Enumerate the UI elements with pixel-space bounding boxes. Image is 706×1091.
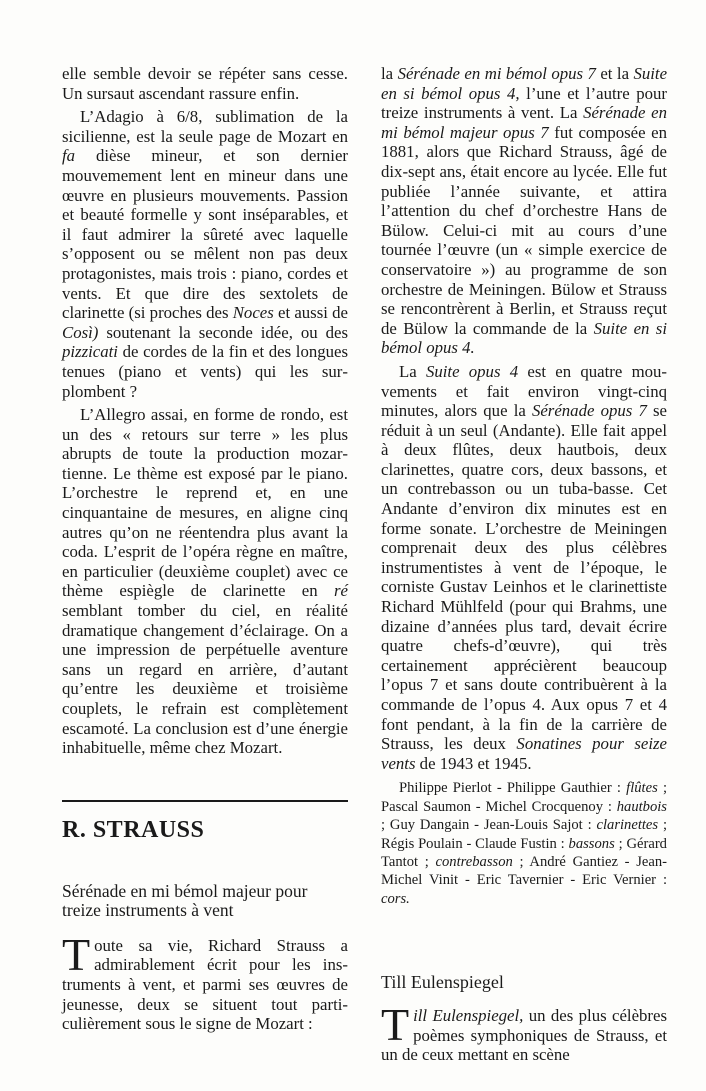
text: semblant tomber du ciel, en réalité dramatique changement d’éclairage. On a une impression de perpétuelle aventure sans un regard en arrière, d’autant qu’entre les deuxième et troisième couplets, le refrain est complètement escamoté. La conclusion est d’une énergie inhabituelle, même chez Mozart. xyxy=(62,601,348,758)
text: l’une et l’autre pour treize instruments à vent. La xyxy=(381,83,667,123)
italic-text: clarinettes xyxy=(596,817,659,834)
text: fut composée en 1881, alors que Richard Strauss, âgé de dix-sept ans, était encore au lycée. Elle fut publiée l’année suivante, et attira l’attention du chef d’orchestre Hans de Bülow. Celui-ci mit au cours d’une tournée l’œuvre (un « simple exercice de conservatoire ») au programme de son orchestre de Meiningen. Bülow et Strauss se rencontrèrent à Berlin, et Strauss reçut de Bülow la commande de la xyxy=(381,122,667,338)
paragraph-adagio xyxy=(62,107,348,401)
paragraph-allegro xyxy=(62,405,348,758)
text: un des plus célèbres poèmes symphoniques de Strauss, et un de ceux mettant en scène xyxy=(381,1006,667,1065)
subtitle-till: Till Eulenspiegel xyxy=(381,972,504,993)
paragraph-till xyxy=(381,999,667,1065)
section-title: R. STRAUSS xyxy=(62,816,205,843)
text: ; André Gantiez - Jean-Michel Vinit - Eric Tavernier - Eric Vernier : xyxy=(381,854,667,889)
text: la xyxy=(381,64,398,83)
italic-text: Così) xyxy=(62,322,99,342)
italic-text: fa xyxy=(62,146,76,166)
text: et la xyxy=(595,64,634,83)
text: ; Gérard Tantot ; xyxy=(381,835,667,870)
italic-text: Sérénade en mi bémol majeur opus 7 xyxy=(381,103,667,142)
section-header-box xyxy=(62,800,348,858)
italic-text: Sérénade en mi bémol opus 7 xyxy=(397,64,596,83)
text: ; Pascal Saumon - Michel Crocquenoy : xyxy=(381,780,667,815)
text: elle semble devoir se répéter sans cesse. Un sursaut ascendant rassure enfin. xyxy=(62,64,348,103)
italic-text: bassons xyxy=(568,835,615,852)
paragraph-mozart-end xyxy=(62,64,348,103)
paragraph-serenade xyxy=(381,64,667,358)
italic-text: Noces xyxy=(232,303,274,323)
text: de 1943 et 1945. xyxy=(415,753,532,773)
text: est en quatre mouvements et fait environ vingt-cinq minutes, alors que la xyxy=(381,361,667,421)
italic-text: hautbois xyxy=(616,798,667,815)
italic-text: ré xyxy=(334,581,348,601)
text: La xyxy=(399,361,426,381)
italic-text: Suite opus 4 xyxy=(425,361,519,381)
text: de cordes de la fin et des longues tenues (piano et vents) qui les surplombent ? xyxy=(62,342,348,401)
paragraph-strauss-intro xyxy=(62,928,348,1034)
italic-text: ill Eulenspiegel, xyxy=(413,1006,524,1026)
left-column xyxy=(62,64,348,1034)
text: L’Allegro assai, en forme de rondo, est un des « retours sur terre » les plus abrupts de toute la production mozartienne. Le thème est exposé par le piano. L’orchestre le reprend et, en une cinquantaine de mesures, en aligne cinq autres qu’on ne réentendra plus avant la coda. L’esprit de l’opéra règne en maître, en particulier (deuxième couplet) avec ce thème espiègle de clarinette en xyxy=(62,405,348,601)
italic-text: Sérénade opus 7 xyxy=(531,401,647,421)
text: ; Guy Dangain - Jean-Louis Sajot : xyxy=(381,817,597,834)
drop-cap: T xyxy=(62,928,91,980)
text: Philippe Pierlot - Philippe Gauthier : xyxy=(399,780,627,797)
text: dièse mineur, et son dernier mouvemement lent en mineur dans une œuvre en plusieurs mouvements. Passion et beauté formelle y sont inséparables, et il faut admirer la sûreté avec laquelle s’opposent ou se mêlent non pas deux protagonistes, mais trois : piano, cordes et vents. Et que dire des sextolets de clarinette (si proches des xyxy=(62,146,348,323)
italic-text: pizzicati xyxy=(62,342,118,362)
performers-credits xyxy=(381,779,667,908)
subtitle-serenade: Sérénade en mi bémol majeur pour treize instruments à vent xyxy=(62,880,308,921)
italic-text: contrebasson xyxy=(435,854,513,870)
text: ; Régis Poulain - Claude Fustin : xyxy=(381,817,667,852)
italic-text: Suite en si bémol opus 4. xyxy=(381,318,667,358)
italic-text: Sonatines pour seize vents xyxy=(381,734,667,773)
drop-cap: T xyxy=(381,999,410,1051)
italic-text: flûtes xyxy=(626,780,658,797)
right-column xyxy=(381,64,667,1065)
text: L’Adagio à 6/8, sublimation de la sicilienne, est la seule page de Mozart en xyxy=(62,107,348,146)
paragraph-suite xyxy=(381,362,667,773)
italic-text: Suite en si bémol opus 4, xyxy=(381,64,668,103)
text: oute sa vie, Richard Strauss a admirablement écrit pour les instruments à vent, et parmi ses œuvres de jeunesse, deux se situent tout particulièrement sous le signe de Mozart : xyxy=(62,935,348,1034)
text: et aussi de xyxy=(273,303,348,323)
italic-text: cors. xyxy=(381,890,410,907)
text: soutenant la seconde idée, ou des xyxy=(98,322,348,342)
text: se réduit à un seul (Andante). Elle fait appel à deux flûtes, deux hautbois, deux clarinettes, quatre cors, deux bassons, et un contrebasson ou un tuba-basse. Cet Andante d’environ dix minutes est en forme sonate. L’orchestre de Meiningen comprenait deux des plus célèbres instrumentistes à vent de l’époque, le corniste Gustav Leinhos et le clarinettiste Richard Mühlfeld (pour qui Brahms, une dizaine d’années plus tard, devait écrire quatre chefs-d’œuvre), qui très certainement apprécièrent beaucoup l’opus 7 et sans doute contribuèrent à la commande de l’opus 4. Aux opus 7 et 4 font pendant, à la fin de la carrière de Strauss, les deux xyxy=(381,401,667,754)
